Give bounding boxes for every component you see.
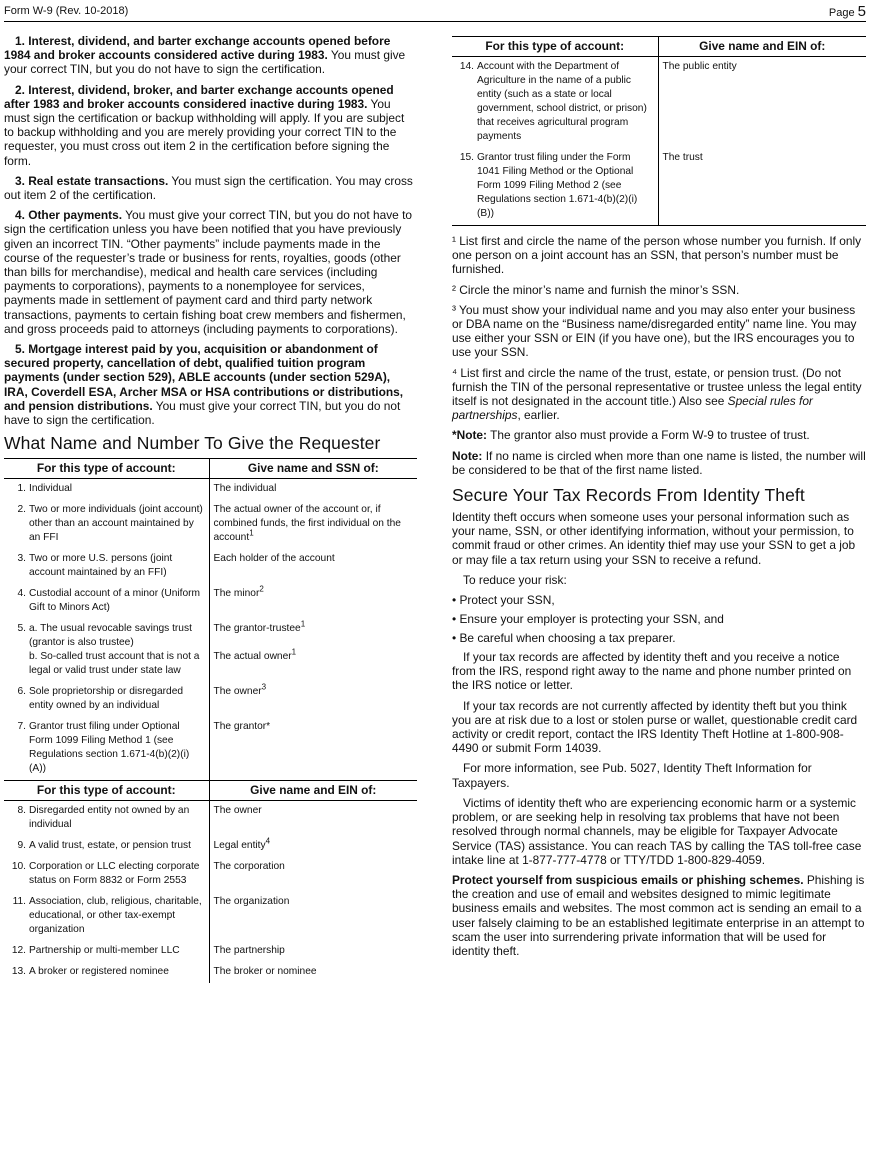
identity-paragraph-4: If your tax records are not currently affected by identity theft but you think you are at risk due to a lost or stolen purse or wallet, questionable credit card activity or credit report, contact the IRS Identity Theft Hotline at 1-800-908-4490 or submit Form 14039. [452, 698, 858, 756]
right-column [452, 36, 866, 964]
table-row: 10. Corporation or LLC electing corporate status on Form 8832 or Form 2553 The corporation [4, 857, 417, 892]
paragraph-5: 5. Mortgage interest paid by you, acquisition or abandonment of secured property, cancellation of debt, qualified tuition program payments (under section 529), ABLE accounts (under section 529A), IRA, Coverdell ESA, Archer MSA or HSA contributions or distributions, and pension distributions. You must give your correct TIN, but you do not have to sign the certification. [4, 342, 404, 428]
table-row: 11. Association, club, religious, charitable, educational, or other tax-exempt organization The organization [4, 892, 417, 941]
list-item: • Protect your SSN, [452, 593, 555, 608]
section-title-identity-theft: Secure Your Tax Records From Identity Theft [452, 485, 805, 506]
table-row: 7. Grantor trust filing under Optional Form 1099 Filing Method 1 (see Regulations section 1.671-4(b)(2)(i)(A)) The grantor* [4, 717, 417, 781]
list-item: • Ensure your employer is protecting your SSN, and [452, 612, 724, 627]
list-item: • Be careful when choosing a tax preparer. [452, 631, 676, 646]
table-header: Give name and EIN of: [209, 781, 417, 801]
table-row: 3. Two or more U.S. persons (joint account maintained by an FFI) Each holder of the account [4, 549, 417, 584]
footnote-4: ⁴ List first and circle the name of the trust, estate, or pension trust. (Do not furnish the TIN of the personal representative or trustee unless the legal entity itself is not designated in the account title.) Also see Special rules for partnerships, earlier. [452, 365, 862, 423]
table-row: 8. Disregarded entity not owned by an individual The owner [4, 801, 417, 837]
footnote-2: ² Circle the minor’s name and furnish the minor’s SSN. [452, 282, 740, 297]
form-id: Form W-9 (Rev. 10-2018) [4, 5, 129, 17]
table-row: 15. Grantor trust filing under the Form 1041 Filing Method or the Optional Form 1099 Filing Method 2 (see Regulations section 1.671-4(b)(2)(i)(B)) The trust [452, 148, 866, 226]
identity-paragraph-7: Protect yourself from suspicious emails or phishing schemes. Phishing is the creation and use of email and websites designed to mimic legitimate business emails and websites. The most common act is sending an email to a user falsely claiming to be an established legitimate enterprise in an attempt to scam the user into surrendering private information that will be used for identity theft. [452, 872, 865, 958]
identity-paragraph-3: If your tax records are affected by identity theft and you receive a notice from the IRS, respond right away to the name and phone number printed on the IRS notice or letter. [452, 650, 852, 693]
table-header: For this type of account: [4, 781, 209, 801]
table-row: 12. Partnership or multi-member LLC The partnership [4, 941, 417, 962]
paragraph-3: 3. Real estate transactions. You must sign the certification. You may cross out item 2 of the certification. [4, 173, 413, 203]
table-header: For this type of account: [4, 459, 209, 479]
identity-paragraph-2: To reduce your risk: [463, 572, 567, 587]
note-grantor: *Note: The grantor also must provide a Form W-9 to trustee of trust. [452, 428, 810, 443]
table-header: Give name and SSN of: [209, 459, 417, 479]
identity-paragraph-6: Victims of identity theft who are experiencing economic harm or a systemic problem, or are seeking help in resolving tax problems that have not been resolved through normal channels, may be eligible for Taxpayer Advocate Service (TAS) assistance. You can reach TAS by calling the TAS toll-free case intake line at 1-877-777-4778 or TTY/TDD 1-800-829-4059. [452, 795, 862, 867]
footnote-3: ³ You must show your individual name and you may also enter your business or DBA name on the “Business name/disregarded entity” name line. You may use either your SSN or EIN (if you have one), but the IRS encourages you to use your SSN. [452, 302, 857, 360]
table-row: 5. a. The usual revocable savings trust (grantor is also trustee) b. So-called trust account that is not a legal or valid trust under state law The grantor-trustee$^1$ The actual owner$^1$ [4, 619, 417, 682]
identity-paragraph-5: For more information, see Pub. 5027, Identity Theft Information for Taxpayers. [452, 761, 812, 790]
table-row: 14. Account with the Department of Agriculture in the name of a public entity (such as a state or local government, school district, or prison) that receives agricultural program payments The public entity [452, 57, 866, 149]
identity-paragraph-1: Identity theft occurs when someone uses your personal information such as your name, SSN, or other identifying information, without your permission, to commit fraud or other crimes. An identity thief may use your SSN to get a job or may file a tax return using your SSN to receive a refund. [452, 510, 856, 567]
page-header [4, 0, 866, 22]
left-column [4, 34, 417, 983]
footnote-1: ¹ List first and circle the name of the person whose number you furnish. If only one person on a joint account has an SSN, that person’s number must be furnished. [452, 234, 862, 277]
table-header: For this type of account: [452, 37, 658, 57]
page-number: Page 5 [828, 3, 866, 20]
table-row: 4. Custodial account of a minor (Uniform Gift to Minors Act) The minor$^2$ [4, 584, 417, 619]
note-circled: Note: If no name is circled when more than one name is listed, the number will be considered to be that of the first name listed. [452, 448, 866, 477]
section-title-name-number: What Name and Number To Give the Requester [4, 433, 381, 454]
table-header: Give name and EIN of: [658, 37, 866, 57]
paragraph-4: 4. Other payments. You must give your correct TIN, but you do not have to sign the certification unless you have been notified that you have previously given an incorrect TIN. “Other payments” include payments made in the course of the requester’s trade or business for rents, royalties, goods (other than bills for merchandise), medical and health care services (including payments to corporations), payments to a nonemployee for services, payments made in settlement of payment card and third party network transactions, payments to certain fishing boat crew members and fishermen, and gross proceeds paid to attorneys (including payments to corporations). [4, 208, 413, 336]
paragraph-2: 2. Interest, dividend, broker, and barter exchange accounts opened after 1983 and broker accounts considered inactive during 1983. You must sign the certification or backup withholding will apply. If you are subject to backup withholding and you are merely providing your correct TIN to the requester, you must cross out item 2 in the certification before signing the form. [4, 82, 405, 168]
table-row: 6. Sole proprietorship or disregarded entity owned by an individual The owner$^3$ [4, 682, 417, 717]
paragraph-1: 1. Interest, dividend, and barter exchange accounts opened before 1984 and broker accounts considered active during 1983. You must give your correct TIN, but you do not have to sign the certification. [4, 34, 406, 77]
table-row: 2. Two or more individuals (joint account) other than an account maintained by an FFI The actual owner of the account or, if combined funds, the first individual on the account$^1$ [4, 500, 417, 549]
table-row: 9. A valid trust, estate, or pension trust Legal entity$^4$ [4, 836, 417, 857]
table-row: 1. Individual The individual [4, 479, 417, 501]
table-row: 13. A broker or registered nominee The broker or nominee [4, 962, 417, 983]
ssn-table [4, 458, 417, 983]
ein-table-continued [452, 36, 866, 226]
